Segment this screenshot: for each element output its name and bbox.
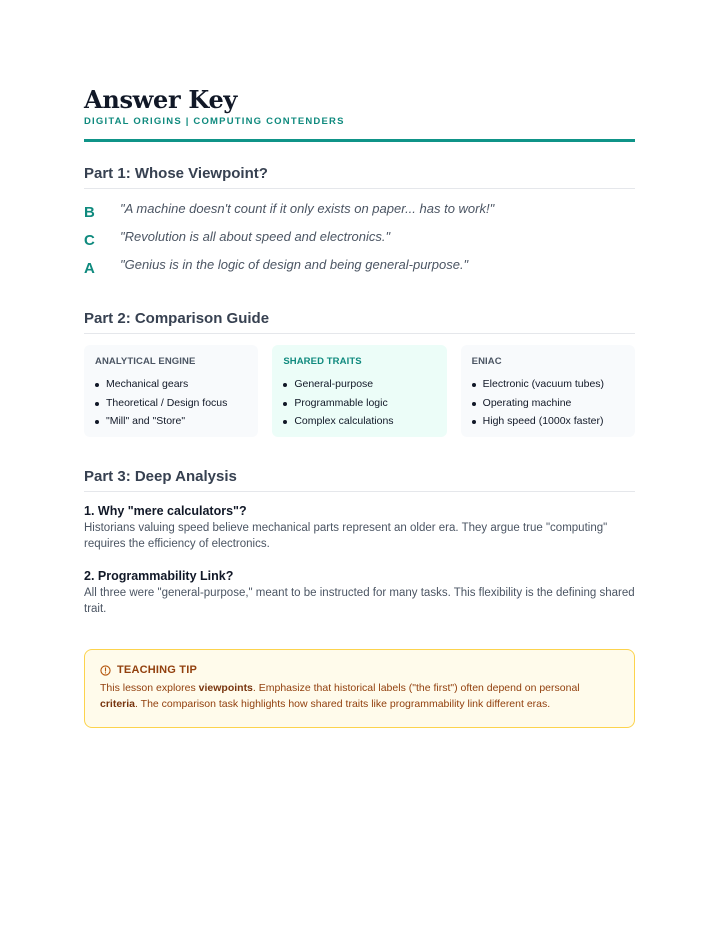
part-1-section — [84, 164, 635, 285]
viewpoint-item — [84, 257, 635, 285]
viewpoint-quote: "Revolution is all about speed and electronics." — [120, 229, 391, 244]
tip-keyword-viewpoints: viewpoints — [198, 682, 253, 694]
part-3-divider — [84, 491, 635, 492]
tip-text-segment: This lesson explores — [100, 682, 199, 694]
list-item: General-purpose — [283, 375, 435, 394]
card-list — [283, 375, 435, 431]
card-list — [472, 375, 624, 431]
list-item: Electronic (vacuum tubes) — [472, 375, 624, 394]
comparison-grid — [84, 345, 635, 437]
tip-text-segment: . Emphasize that historical labels ("the first") often depend on personal — [252, 682, 580, 694]
list-item: High speed (1000x faster) — [472, 412, 624, 431]
part-3-section — [84, 467, 635, 617]
viewpoint-answer-letter: A — [84, 260, 95, 277]
tip-body — [100, 681, 619, 712]
card-title: ENIAC — [471, 356, 502, 367]
viewpoint-quote: "A machine doesn't count if it only exists on paper... has to work!" — [120, 201, 495, 216]
analysis-question — [84, 503, 635, 552]
card-title: SHARED TRAITS — [283, 356, 362, 367]
part-1-title: Part 1: Whose Viewpoint? — [84, 165, 268, 182]
list-item: "Mill" and "Store" — [95, 412, 247, 431]
list-item: Programmable logic — [283, 394, 435, 413]
card-list — [95, 375, 247, 431]
question-answer: All three were "general-purpose," meant to be instructed for many tasks. This flexibility is the defining shared trait. — [84, 587, 635, 615]
shared-traits-card — [272, 345, 446, 437]
viewpoint-list — [84, 201, 635, 285]
viewpoint-answer-letter: C — [84, 232, 95, 249]
list-item: Theoretical / Design focus — [95, 394, 247, 413]
header-divider — [84, 139, 635, 142]
page-subtitle: DIGITAL ORIGINS | COMPUTING CONTENDERS — [84, 116, 345, 127]
part-2-section — [84, 309, 635, 437]
question-title: 2. Programmability Link? — [84, 569, 234, 583]
viewpoint-answer-letter: B — [84, 204, 95, 221]
eniac-card — [461, 345, 635, 437]
list-item: Mechanical gears — [95, 375, 247, 394]
list-item: Complex calculations — [283, 412, 435, 431]
question-answer: Historians valuing speed believe mechanical parts represent an older era. They argue true "computing" requires the efficiency of electronics. — [84, 522, 608, 550]
analysis-question — [84, 568, 635, 617]
page-title: Answer Key — [84, 85, 238, 114]
part-2-title: Part 2: Comparison Guide — [84, 310, 270, 327]
viewpoint-item — [84, 229, 635, 257]
analytical-engine-card — [84, 345, 258, 437]
question-title: 1. Why "mere calculators"? — [84, 504, 247, 518]
part-2-divider — [84, 333, 635, 334]
tip-text-segment: . The comparison task highlights how shared traits like programmability link different eras. — [135, 697, 551, 710]
part-1-divider — [84, 188, 635, 189]
viewpoint-item — [84, 201, 635, 229]
page-header — [84, 86, 635, 142]
viewpoint-quote: "Genius is in the logic of design and being general-purpose." — [120, 257, 469, 272]
tip-keyword-criteria: criteria — [100, 697, 136, 710]
part-3-title: Part 3: Deep Analysis — [84, 468, 237, 485]
teaching-tip-box — [84, 649, 635, 728]
tip-title: TEACHING TIP — [117, 664, 198, 676]
card-title: ANALYTICAL ENGINE — [95, 356, 196, 367]
list-item: Operating machine — [472, 394, 624, 413]
info-circle-icon — [100, 665, 111, 676]
tip-header — [100, 664, 619, 676]
